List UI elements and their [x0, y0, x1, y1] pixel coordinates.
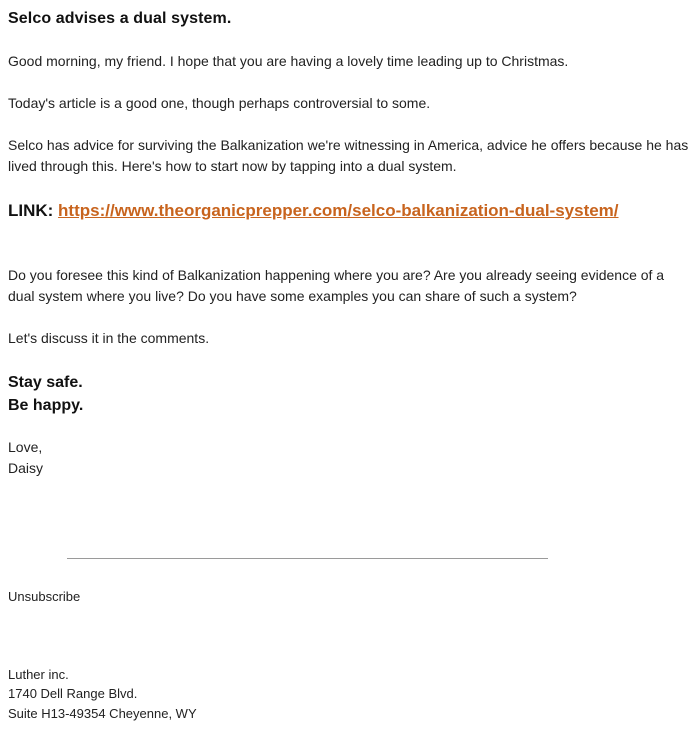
stay-safe-text: Stay safe. — [8, 374, 83, 391]
be-happy-text: Be happy. — [8, 397, 84, 414]
unsubscribe-link[interactable]: Unsubscribe — [8, 589, 81, 604]
address-line-1: 1740 Dell Range Blvd. — [8, 686, 138, 701]
questions-paragraph: Do you foresee this kind of Balkanization happening where you are? Are you already seeing evidence of a dual system where you live? Do you have some examples you can share of such a system? — [8, 267, 665, 304]
love-text: Love, — [8, 439, 43, 455]
company-name: Luther inc. — [8, 667, 69, 682]
article-link[interactable]: https://www.theorganicprepper.com/selco-balkanization-dual-system/ — [58, 201, 619, 220]
signature-text: Daisy — [8, 460, 44, 476]
intro-paragraph: Today's article is a good one, though perhaps controversial to some. — [8, 95, 431, 111]
body-paragraph: Selco has advice for surviving the Balkanization we're witnessing in America, advice he offers because he has lived through this. Here's how to start now by tapping into a dual system. — [8, 137, 689, 174]
footer-divider — [67, 558, 548, 559]
email-headline: Selco advises a dual system. — [8, 10, 232, 27]
discuss-paragraph: Let's discuss it in the comments. — [8, 330, 210, 346]
link-label: LINK: — [8, 201, 59, 220]
article-link-line — [8, 199, 692, 222]
address-line-2: Suite H13-49354 Cheyenne, WY — [8, 706, 197, 721]
greeting-paragraph: Good morning, my friend. I hope that you are having a lovely time leading up to Christmas. — [8, 53, 569, 69]
